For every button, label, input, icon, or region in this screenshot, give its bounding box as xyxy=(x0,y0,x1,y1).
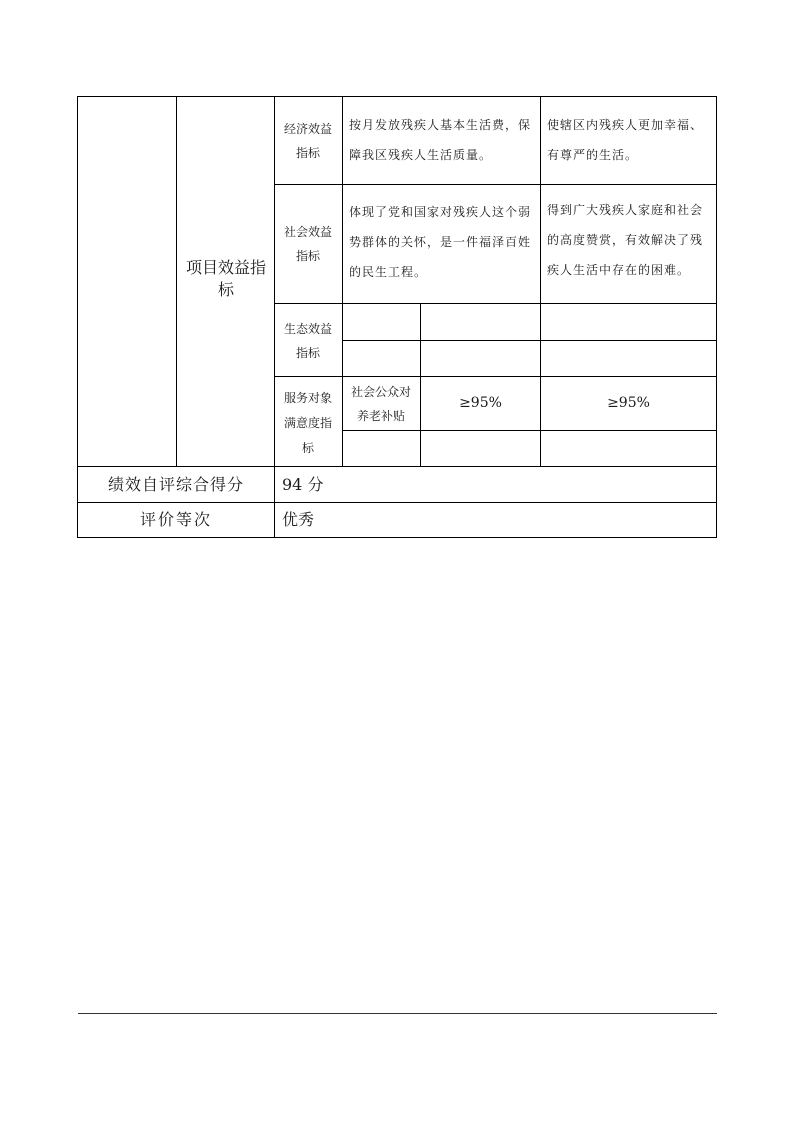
satisfaction-target-value: ≥95% xyxy=(459,395,502,411)
evaluation-grade-value: 优秀 xyxy=(282,510,315,529)
evaluation-grade-label: 评价等次 xyxy=(139,510,212,529)
table-vline-1 xyxy=(176,96,177,466)
table-border-bottom xyxy=(77,537,717,538)
social-indicator-result: 得到广大残疾人家庭和社会的高度赞赏，有效解决了残疾人生活中存在的困难。 xyxy=(547,203,704,277)
overall-score-value: 94 分 xyxy=(282,474,324,494)
table-border-right xyxy=(716,96,717,538)
social-indicator-label: 社会效益指标 xyxy=(283,225,332,263)
satisfaction-actual-value: ≥95% xyxy=(607,395,650,411)
table-hline-3 xyxy=(342,340,717,341)
economic-indicator-result: 使辖区内残疾人更加幸福、有尊严的生活。 xyxy=(547,118,704,162)
overall-score-label: 绩效自评综合得分 xyxy=(107,474,244,494)
satisfaction-item: 社会公众对养老补贴 xyxy=(350,385,411,423)
table-hline-5 xyxy=(342,430,717,431)
project-benefit-label: 项目效益指标 xyxy=(185,258,266,299)
economic-indicator-label: 经济效益指标 xyxy=(283,122,332,160)
social-indicator-content: 体现了党和国家对残疾人这个弱势群体的关怀，是一件福泽百姓的民生工程。 xyxy=(349,205,532,279)
table-border-top xyxy=(77,96,717,97)
satisfaction-indicator-label: 服务对象满意度指标 xyxy=(283,390,332,455)
ecological-indicator-label: 生态效益指标 xyxy=(283,322,332,360)
footer-rule xyxy=(78,1013,717,1014)
table-hline-1 xyxy=(274,184,717,185)
economic-indicator-content: 按月发放残疾人基本生活费，保障我区残疾人生活质量。 xyxy=(349,118,532,162)
table-hline-2 xyxy=(274,303,717,304)
table-vline-2 xyxy=(274,96,275,538)
